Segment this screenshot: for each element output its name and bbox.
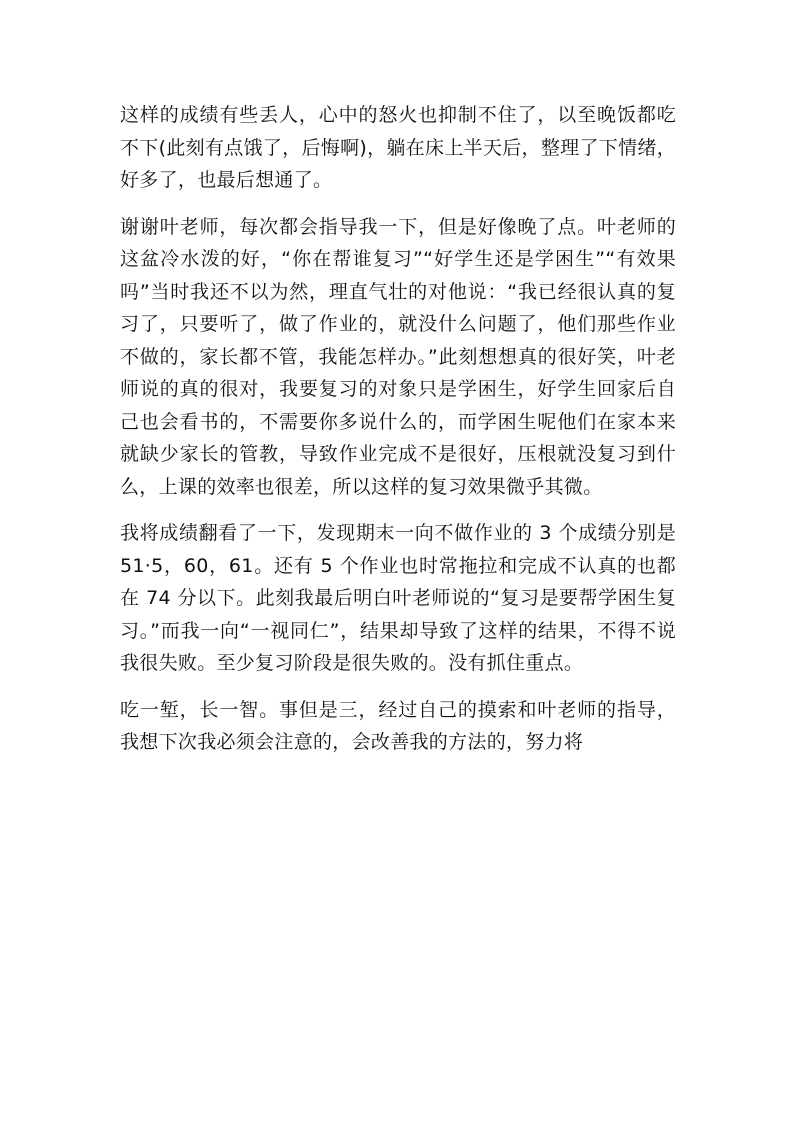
paragraph-2: 谢谢叶老师，每次都会指导我一下，但是好像晚了点。叶老师的这盆冷水泼的好，“你在帮谁复习”“好学生还是学困生”“有效果吗”当时我还不以为然，理直气壮的对他说：“我已经很认真的复习了，只要听了，做了作业的，就没什么问题了，他们那些作业不做的，家长都不管，我能怎样办。”此刻想想真的很好笑，叶老师说的真的很对，我要复习的对象只是学困生，好学生回家后自己也会看书的，不需要你多说什么的，而学困生呢他们在家本来就缺少家长的管教，导致作业完成不是很好，压根就没复习到什么，上课的效率也很差，所以这样的复习效果微乎其微。 bbox=[120, 215, 676, 498]
document-body bbox=[120, 99, 676, 773]
paragraph-4: 吃一堑，长一智。事但是三，经过自己的摸索和叶老师的指导，我想下次我必须会注意的，会改善我的方法的，努力将 bbox=[120, 698, 676, 753]
paragraph-1: 这样的成绩有些丢人，心中的怒火也抑制不住了，以至晚饭都吃不下(此刻有点饿了，后悔啊)，躺在床上半天后，整理了下情绪，好多了，也最后想通了。 bbox=[120, 104, 676, 191]
paragraph-3: 我将成绩翻看了一下，发现期末一向不做作业的 3 个成绩分别是 51·5，60，61。还有 5 个作业也时常拖拉和完成不认真的也都在 74 分以下。此刻我最后明白叶老师说的“复习是要帮学困生复习。”而我一向“一视同仁”，结果却导致了这样的结果，不得不说我很失败。至少复习阶段是很失败的。没有抓住重点。 bbox=[120, 522, 676, 674]
